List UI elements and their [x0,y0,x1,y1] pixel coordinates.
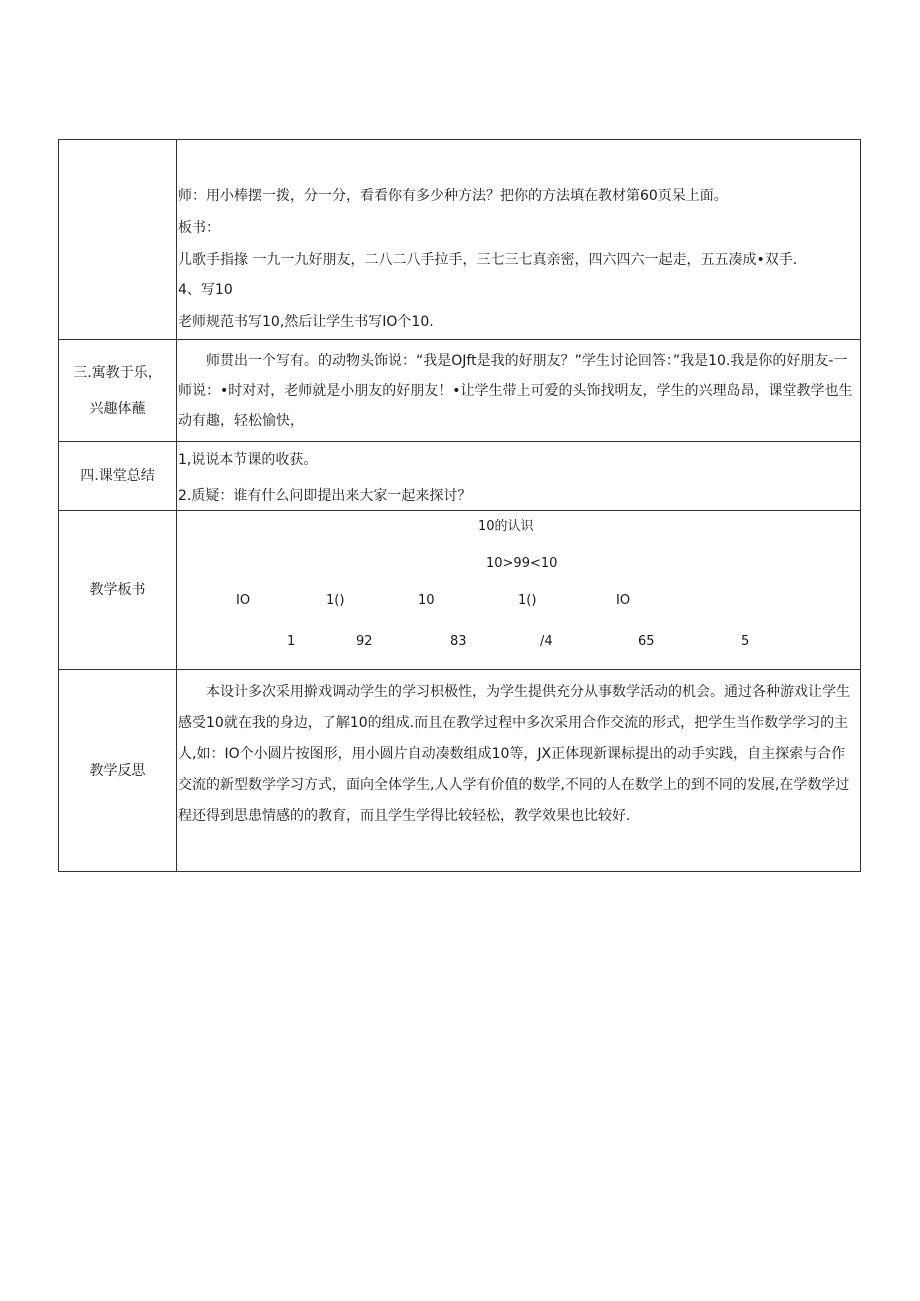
row-class-summary-label: 四.课堂总结 [59,442,177,511]
row-stick-activity-label [59,140,177,340]
board-ten-5: IO [616,593,631,608]
teacher-instruction: 师：用小棒摆一拨，分一分，看看你有多少种方法？把你的方法填在教材第60页呆上面。 [178,188,728,204]
row-fun-learning-label [59,340,177,442]
row-fun-learning-content [177,340,861,442]
board-writing-heading: 板书： [178,220,220,236]
row-stick-activity-content [177,140,861,340]
board-pair-2: 92 [356,634,373,649]
row-blackboard-label: 教学板书 [59,511,177,670]
board-comparison: 10>99<10 [486,556,558,571]
board-pair-6: 5 [741,634,750,649]
board-ten-2: 1() [326,593,345,608]
row-blackboard [59,511,861,670]
row-class-summary [59,442,861,511]
row-stick-activity [59,140,861,340]
board-pair-1: 1 [287,634,296,649]
fun-learning-label-line1: 三.寓教于乐， [73,364,162,381]
finger-rhyme: 儿歌手指掾 一九一九好朋友，二八二八手拉手，三七三七真亲密，四六四六一起走，五五凑成•双手. [178,252,798,268]
row-class-summary-content [177,442,861,511]
board-ten-4: 1() [518,593,537,608]
board-pair-5: 65 [638,634,655,649]
summary-item-1: 1,说说本节课的收获。 [178,452,318,468]
blackboard-layout [178,511,858,669]
row-reflection [59,670,861,872]
row-fun-learning [59,340,861,442]
board-pair-3: 83 [450,634,467,649]
row-blackboard-content [177,511,861,670]
fun-learning-text: 师贯出一个写有。的动物头饰说：“我是OJft是我的好朋友？”学生讨论回答：”我是10.我是你的好朋友-一师说：•时对对，老师就是小朋友的好朋友！•让学生带上可爱的头饰找明友，学生的兴理岛昂，课堂教学也生动有趣，轻松愉快， [178,353,853,429]
fun-learning-label-line2: 兴趣体蘸 [89,400,146,417]
step-write-10: 4、写10 [178,282,233,298]
reflection-text: 本设计多次采用擀戏调动学生的学习枳极性，为学生提供充分从事数学活动的机会。通过各种游戏让学生感受10就在我的身边，了解10的组成.而且在教学过程中多次采用合作交流的形式，把学生当作数学学习的主人,如：IO个小圆片按图形，用小圆片自动凑数组成10等，JX正体现新课标提出的动手实践，自主探索与合作交流的新型数学学习方式，面向全体学生,人人学有价值的数学,不同的人在数学上的到不同的发展,在学数学过程还得到思患情感的的教育，而且学生学得比较轻松，教学效果也比较好. [178,684,850,824]
board-ten-1: IO [236,593,251,608]
board-title: 10的认识 [478,519,534,534]
summary-item-2: 2.质疑：谁有什么问即提出来大家一起来探讨？ [178,488,472,504]
lesson-plan-table [58,139,861,872]
row-reflection-label: 教学反思 [59,670,177,872]
board-ten-3: 10 [418,593,435,608]
row-reflection-content [177,670,861,872]
write-10-instruction: 老师规范书写10,然后让学生书写IO个10. [178,314,434,330]
board-pair-4: /4 [540,634,553,649]
